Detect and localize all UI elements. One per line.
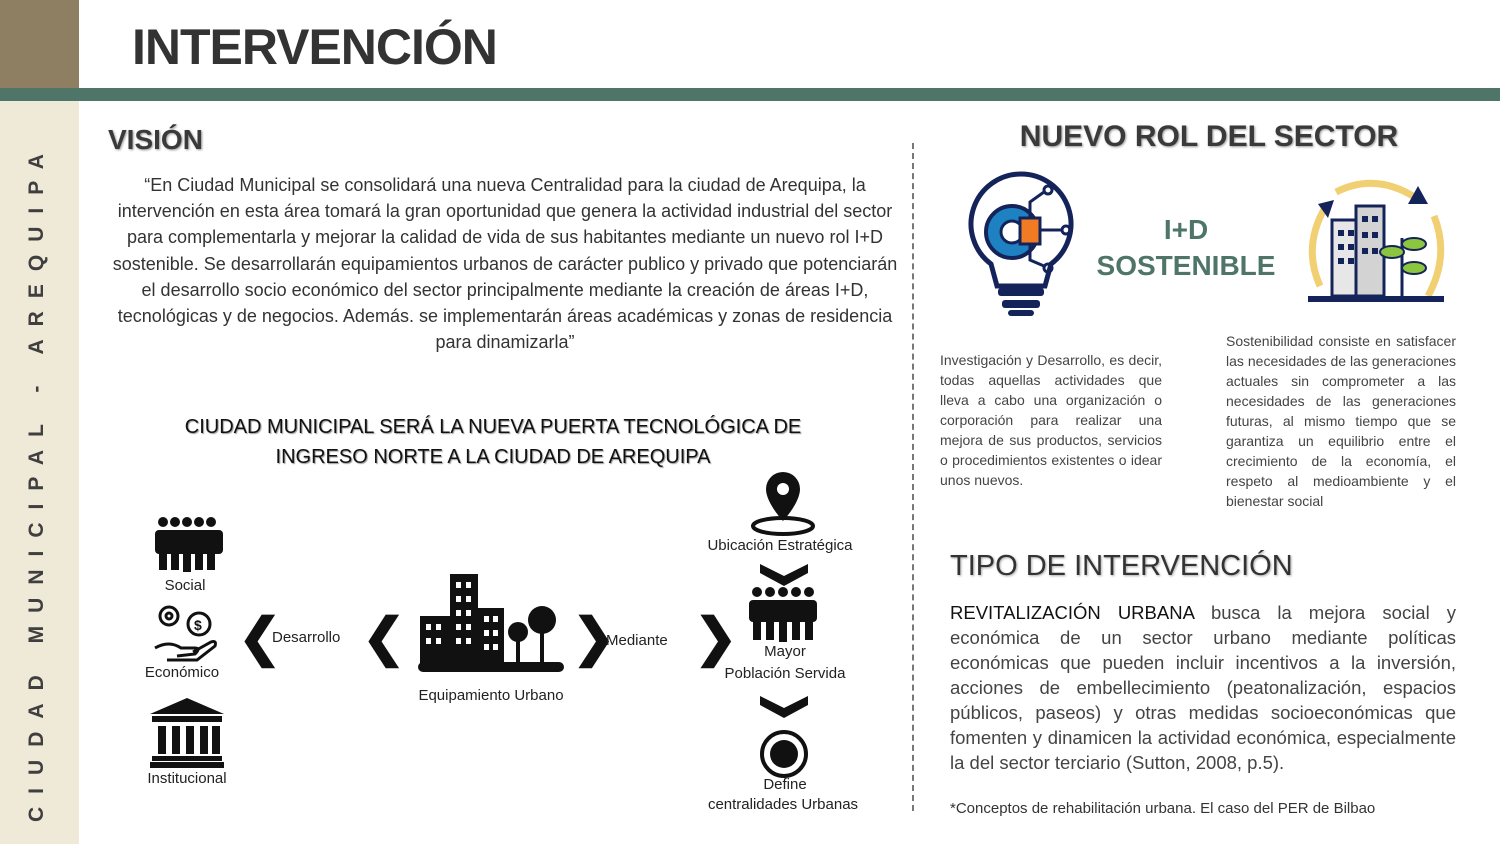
id-label-line1: I+D bbox=[1163, 214, 1209, 245]
sostenibilidad-description: Sostenibilidad consiste en satisfacer las necesidades de las generaciones actuales sin comprometer a las necesidades de las generaciones futuras, al mismo tiempo que se garantiza un equilibrio entre el crecimiento de la economía, el respeto al medioambiente y el bienestar social bbox=[1226, 333, 1456, 509]
tipo-paragraph bbox=[950, 600, 1456, 775]
vision-quote: “En Ciudad Municipal se consolidará una nueva Centralidad para la ciudad de Arequipa, la intervención en esta área tomará la gran oportunidad que genera la actividad industrial del sector para complementarla y mejorar la calidad de vida de sus habitantes mediante un nuevo rol I+D sostenible. Se desarrollarán equipamientos urbanos de carácter publico y privado que potenciarán el desarrollo socio económico del sector principalmente mediante la creación de áreas I+D, tecnológicas y de negocios. Además. se implementarán áreas académicas y zonas de residencia para dinamizarla” bbox=[112, 175, 898, 353]
page-title: INTERVENCIÓN bbox=[132, 19, 497, 75]
header-divider-bar bbox=[0, 88, 1500, 101]
id-description: Investigación y Desarrollo, es decir, todas aquellas actividades que lleva a cabo una organización o corporación para realizar una mejora de sus productos, servicios o procedimientos existentes o idear unos nuevos. bbox=[940, 352, 1162, 488]
tipo-lead: REVITALIZACIÓN URBANA bbox=[950, 602, 1194, 623]
slogan: CIUDAD MUNICIPAL SERÁ LA NUEVA PUERTA TECNOLÓGICA DE INGRESO NORTE A LA CIUDAD DE AREQUIPA bbox=[184, 416, 802, 468]
id-label-line2: SOSTENIBLE bbox=[1096, 250, 1276, 281]
social-label: Social bbox=[164, 577, 206, 594]
economic-gears-hand-icon bbox=[153, 602, 219, 664]
poblacion-label: Población Servida bbox=[724, 665, 846, 682]
desarrollo-label: Desarrollo bbox=[272, 629, 341, 646]
sidebar-vertical-text: CIUDAD MUNICIPAL - AREQUIPA bbox=[25, 141, 48, 822]
nuevo-rol-title: NUEVO ROL DEL SECTOR bbox=[1019, 120, 1399, 153]
chevron-left-icon: ❮ bbox=[362, 609, 406, 667]
sidebar-top-block bbox=[0, 0, 79, 88]
source-note: *Conceptos de rehabilitación urbana. El caso del PER de Bilbao bbox=[950, 800, 1376, 817]
institution-building-icon bbox=[150, 698, 224, 768]
chevron-right-icon: ❯ bbox=[572, 609, 616, 667]
svg-text:$: $ bbox=[194, 617, 202, 633]
institucional-label: Institucional bbox=[147, 770, 227, 787]
define-label: Define bbox=[763, 776, 807, 793]
chevron-down-icon bbox=[760, 564, 808, 586]
crowd-icon bbox=[748, 586, 818, 644]
centralidades-label: centralidades Urbanas bbox=[707, 796, 859, 813]
economico-label: Económico bbox=[144, 664, 220, 681]
urban-buildings-icon bbox=[418, 568, 564, 672]
chevron-left-icon: ❮ bbox=[238, 609, 282, 667]
tipo-title: TIPO DE INTERVENCIÓN bbox=[950, 550, 1293, 582]
mayor-label: Mayor bbox=[764, 643, 806, 660]
chevron-right-icon: ❯ bbox=[694, 609, 738, 667]
vision-title: VISIÓN bbox=[108, 124, 203, 155]
tipo-body: busca la mejora social y económica de un sector urbano mediante políticas económicas que pueden incluir incentivos a la inversión, acciones de embellecimiento (peatonalización, espacios públicos, paseos) y otras medidas socioeconómicas que fomenten y dinamicen la actividad económica, especialmente la del sector terciario (Sutton, 2008, p.5). bbox=[950, 602, 1456, 773]
innovation-bulb-icon bbox=[964, 170, 1078, 318]
column-divider bbox=[912, 143, 914, 811]
sidebar-vertical-title bbox=[22, 122, 52, 822]
id-sostenible-label bbox=[1088, 212, 1284, 284]
chevron-down-icon bbox=[760, 696, 808, 718]
target-icon bbox=[758, 728, 810, 780]
sustainable-building-icon bbox=[1306, 176, 1446, 314]
location-pin-icon bbox=[750, 470, 816, 536]
people-group-icon bbox=[153, 516, 225, 574]
mediante-label: Mediante bbox=[606, 632, 668, 649]
equipamiento-label: Equipamiento Urbano bbox=[418, 687, 564, 704]
ubicacion-label: Ubicación Estratégica bbox=[707, 537, 853, 554]
